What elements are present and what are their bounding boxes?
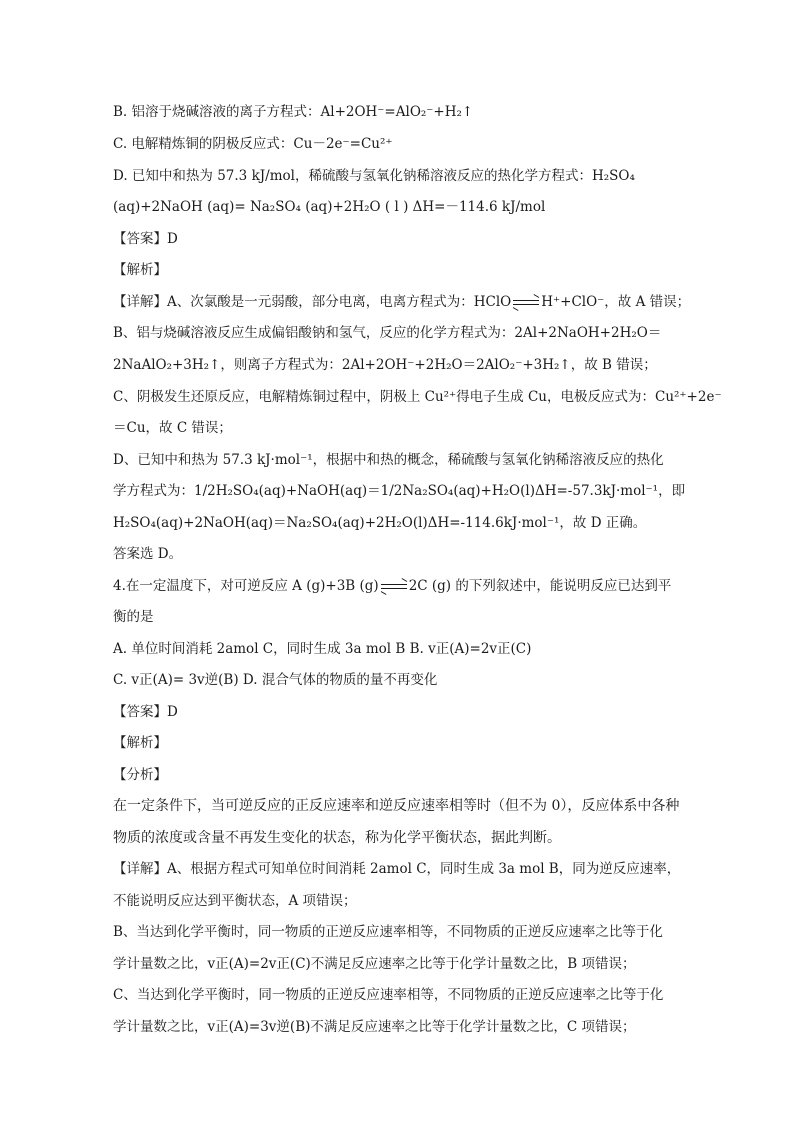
question-4-line-1 (113, 576, 671, 596)
q4-detail-c-line-2: 学计量数之比，v正(A)=3v逆(B)不满足反应速率之比等于化学计量数之比，C 项错误； (113, 1019, 636, 1035)
detail-b-line-1: B、铝与烧碱溶液反应生成偏铝酸钠和氢气，反应的化学方程式为：2Al+2NaOH+2H₂O＝ (113, 325, 662, 341)
option-c-line: C. 电解精炼铜的阴极反应式：Cu－2e⁻=Cu²⁺ (113, 136, 393, 152)
detail-b-line-2: 2NaAlO₂+3H₂↑，则离子方程式为：2Al+2OH⁻+2H₂O＝2AlO₂⁻+3H₂↑，故 B 错误； (113, 357, 657, 373)
detail-d-line-1: D、已知中和热为 57.3 kJ·mol⁻¹，根据中和热的概念，稀硫酸与氢氧化钠稀溶液反应的热化 (113, 452, 664, 468)
question-4-options-ab: A. 单位时间消耗 2amol C，同时生成 3a mol B B. v正(A)=2v正(C) (113, 641, 532, 657)
detail-c-line-2: ＝Cu，故 C 错误； (113, 420, 232, 436)
detail-d-line-3: H₂SO₄(aq)+2NaOH(aq)＝Na₂SO₄(aq)+2H₂O(l)ΔH=-114.6kJ·mol⁻¹，故 D 正确。 (113, 515, 647, 531)
fenxi-label: 【分析】 (113, 767, 167, 783)
option-d-line-2: (aq)+2NaOH (aq)= Na₂SO₄ (aq)+2H₂O ( l ) ΔH=－114.6 kJ/mol (113, 199, 546, 215)
option-b-line: B. 铝溶于烧碱溶液的离子方程式：Al+2OH⁻=AlO₂⁻+H₂↑ (113, 104, 474, 120)
option-d-line-1: D. 已知中和热为 57.3 kJ/mol，稀硫酸与氢氧化钠稀溶液反应的热化学方程式：H₂SO₄ (113, 168, 635, 184)
analysis-label-1: 【解析】 (113, 262, 167, 278)
question-4-options-cd: C. v正(A)= 3v逆(B) D. 混合气体的物质的量不再变化 (113, 672, 438, 688)
choose-answer-1: 答案选 D。 (113, 546, 183, 562)
answer-label-1: 【答案】D (113, 231, 178, 247)
q4-detail-a-line-1: 【详解】A、根据方程式可知单位时间消耗 2amol C，同时生成 3a mol B，同为逆反应速率， (113, 861, 681, 877)
answer-label-2: 【答案】D (113, 704, 178, 720)
question-4-line-2: 衡的是 (113, 609, 154, 625)
fenxi-line-2: 物质的浓度或含量不再发生变化的状态，称为化学平衡状态，据此判断。 (113, 830, 561, 846)
detail-d-line-2: 学方程式为：1/2H₂SO₄(aq)+NaOH(aq)＝1/2Na₂SO₄(aq)+H₂O(l)ΔH=-57.3kJ·mol⁻¹，即 (113, 483, 686, 499)
q4-detail-c-line-1: C、当达到化学平衡时，同一物质的正逆反应速率相等，不同物质的正逆反应速率之比等于化 (113, 987, 664, 1003)
q4-detail-b-line-2: 学计量数之比，v正(A)=2v正(C)不满足反应速率之比等于化学计量数之比，B 项错误； (113, 956, 636, 972)
detail-a-pre: 【详解】A、次氯酸是一元弱酸，部分电离，电离方程式为：HClO (113, 294, 512, 310)
question-4-post: 2C (g) 的下列叙述中，能说明反应已达到平 (408, 578, 672, 594)
analysis-label-2: 【解析】 (113, 735, 167, 751)
equilibrium-arrow-icon (513, 299, 539, 307)
fenxi-line-1: 在一定条件下，当可逆反应的正反应速率和逆反应速率相等时（但不为 0），反应体系中各种 (113, 798, 680, 814)
q4-detail-b-line-1: B、当达到化学平衡时，同一物质的正逆反应速率相等，不同物质的正逆反应速率之比等于化 (113, 924, 663, 940)
question-4-pre: 4.在一定温度下，对可逆反应 A (g)+3B (g) (113, 578, 379, 594)
detail-a-line (113, 292, 690, 312)
detail-a-post: H⁺+ClO⁻，故 A 错误； (541, 294, 691, 310)
detail-c-line-1: C、阴极发生还原反应，电解精炼铜过程中，阴极上 Cu²⁺得电子生成 Cu，电极反应式为：Cu²⁺+2e⁻ (113, 389, 722, 405)
q4-detail-a-line-2: 不能说明反应达到平衡状态，A 项错误； (113, 893, 357, 909)
equilibrium-arrow-icon (381, 583, 407, 591)
